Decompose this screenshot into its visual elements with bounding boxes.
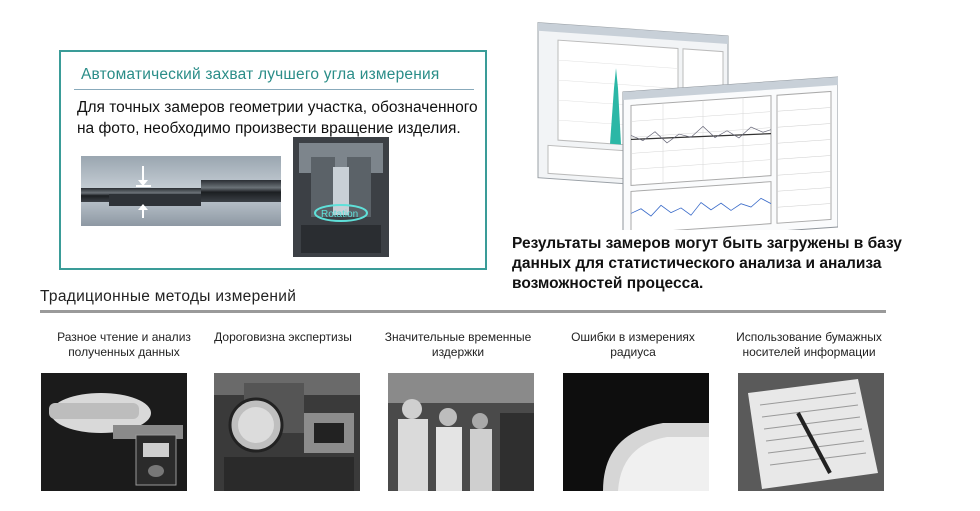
paper-records-photo <box>738 373 884 491</box>
caliper-photo <box>41 373 187 491</box>
feature-card <box>59 50 487 270</box>
traditional-methods-title: Традиционные методы измерений <box>40 288 297 305</box>
item-label-data-analysis: Разное чтение и анализ полученных данных <box>57 330 191 359</box>
item-label-time-cost: Значительные временные издержки <box>384 330 532 359</box>
shaft-photo <box>81 156 281 226</box>
results-description: Результаты замеров могут быть загружены в базу данных для статистического анализа и анализа возможностей процесса. <box>512 235 902 292</box>
statistics-software-screenshot <box>528 22 838 230</box>
radius-error-photo <box>563 373 709 491</box>
card-title: Автоматический захват лучшего угла измерения <box>81 66 440 83</box>
item-label-expertise-cost: Дороговизна экспертизы <box>214 330 352 344</box>
rotation-fixture-photo <box>293 137 389 257</box>
card-description: Для точных замеров геометрии участка, обозначенного на фото, необходимо произвести вращение изделия. <box>77 99 478 137</box>
workers-photo <box>388 373 534 491</box>
card-divider <box>74 89 474 90</box>
item-label-paper-records: Использование бумажных носителей информации <box>736 330 882 359</box>
item-label-radius-errors: Ошибки в измерениях радиуса <box>571 330 695 359</box>
rotation-label: Rotation <box>321 209 359 220</box>
optical-comparator-photo <box>214 373 360 491</box>
section-divider <box>40 310 886 313</box>
